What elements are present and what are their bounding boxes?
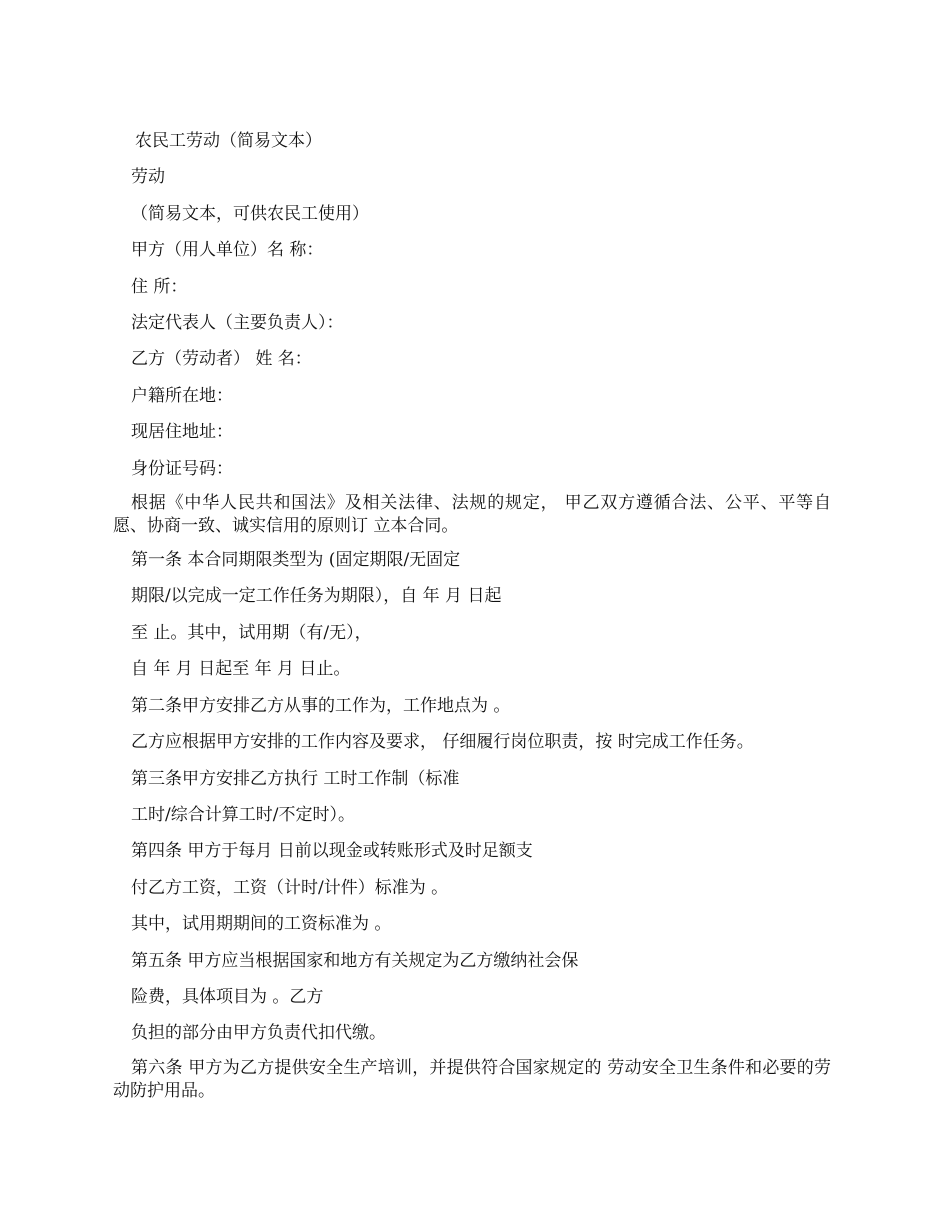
article-1-line-4: 自 年 月 日起至 年 月 日止。 [131, 659, 351, 680]
article-1-line-2: 期限/以完成一定工作任务为期限），自 年 月 日起 [131, 586, 502, 607]
article-1-line-1: 第一条 本合同期限类型为 (固定期限/无固定 [131, 550, 461, 571]
article-6-paragraph: 第六条 甲方为乙方提供安全生产培训，并提供符合国家规定的 劳动安全卫生条件和必要的劳动防护用品。 [113, 1057, 831, 1101]
article-1-line-3: 至 止。其中，试用期（有/无）， [131, 622, 372, 643]
article-3-line-2: 工时/综合计算工时/不定时）。 [131, 804, 355, 825]
article-4-line-2: 付乙方工资，工资（计时/计件）标准为 。 [131, 877, 449, 898]
party-b-name-line: 乙方（劳动者） 姓 名： [131, 349, 312, 370]
party-b-residence-line: 现居住地址： [131, 422, 233, 443]
party-a-address-line: 住 所： [131, 276, 188, 297]
document-body [113, 123, 831, 1107]
article-4-line-3: 其中，试用期期间的工资标准为 。 [131, 914, 392, 935]
article-5-line-3: 负担的部分由甲方负责代扣代缴。 [131, 1023, 386, 1044]
article-4-line-1: 第四条 甲方于每月 日前以现金或转账形式及时足额支 [131, 841, 533, 862]
article-2-line-2: 乙方应根据甲方安排的工作内容及要求， 仔细履行岗位职责，按 时完成工作任务。 [131, 732, 754, 753]
contract-subheading: （简易文本，可供农民工使用） [131, 203, 369, 224]
party-a-representative-line: 法定代表人（主要负责人）： [131, 313, 344, 334]
article-2-line-1: 第二条甲方安排乙方从事的工作为，工作地点为 。 [131, 695, 511, 716]
article-3-line-1: 第三条甲方安排乙方执行 工时工作制（标准 [131, 768, 460, 789]
document-title: 农民工劳动（简易文本） [135, 131, 322, 151]
article-5-line-1: 第五条 甲方应当根据国家和地方有关规定为乙方缴纳社会保 [131, 950, 579, 971]
article-5-line-2: 险费，具体项目为 。乙方 [131, 986, 324, 1007]
party-b-registration-line: 户籍所在地： [131, 385, 233, 406]
party-b-id-line: 身份证号码： [131, 458, 233, 479]
party-a-name-line: 甲方（用人单位）名 称： [131, 240, 324, 261]
contract-heading: 劳动 [131, 167, 165, 188]
preamble-paragraph: 根据《中华人民共和国法》及相关法律、法规的规定， 甲乙双方遵循合法、公平、平等自愿、协商一致、诚实信用的原则订 立本合同。 [113, 493, 831, 537]
